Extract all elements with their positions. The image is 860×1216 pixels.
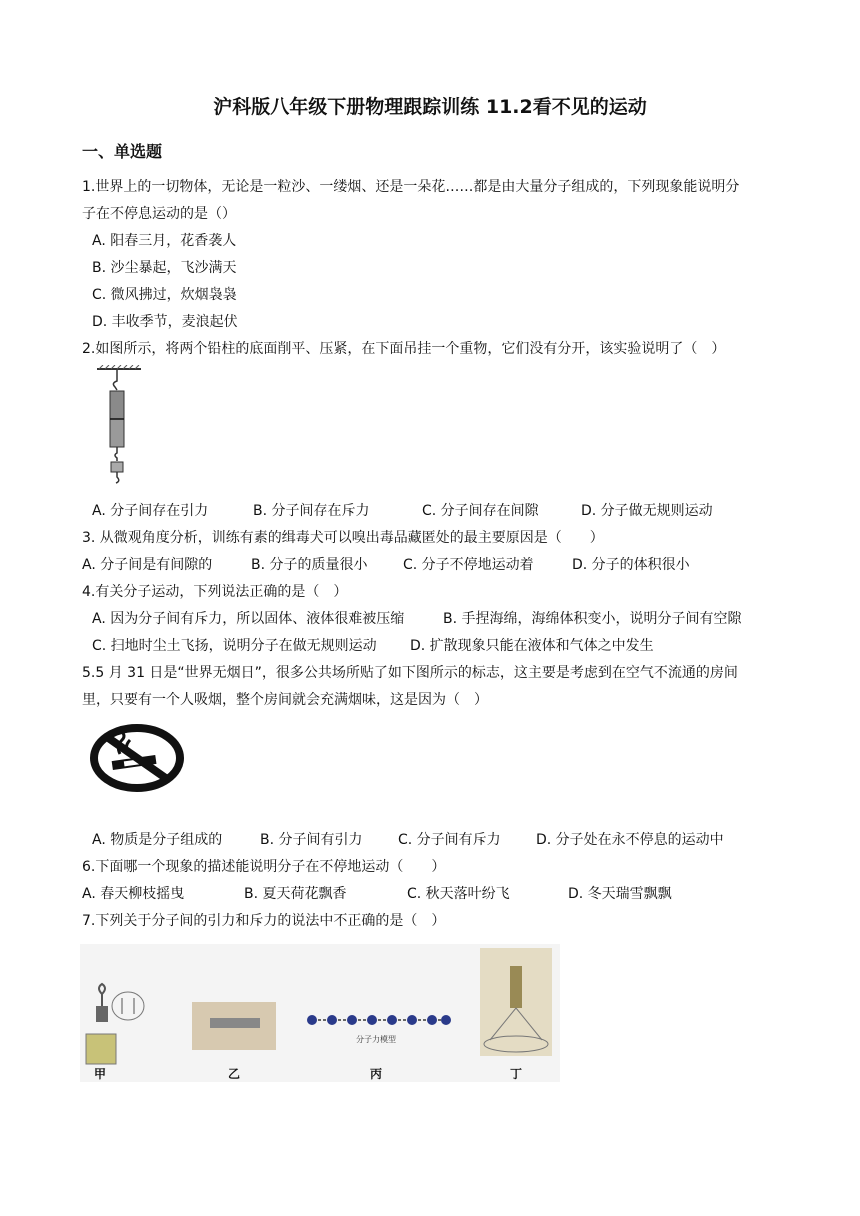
- question-5-line-2: 里，只要有一个人吸烟，整个房间就会充满烟味，这是因为（ ）: [82, 692, 488, 708]
- question-6: 6.下面哪一个现象的描述能说明分子在不停地运动（ ）: [82, 859, 446, 875]
- q5-option-b: B. 分子间有引力: [260, 832, 363, 848]
- q2-option-d: D. 分子做无规则运动: [581, 503, 713, 519]
- q6-option-b: B. 夏天荷花飘香: [244, 886, 347, 902]
- q5-option-a: A. 物质是分子组成的: [92, 832, 223, 848]
- q1-option-c: C. 微风拂过，炊烟袅袅: [92, 287, 237, 303]
- q6-option-a: A. 春天柳枝摇曳: [82, 886, 185, 902]
- model-caption: 分子力模型: [356, 1035, 396, 1044]
- page-title: 沪科版八年级下册物理跟踪训练 11.2看不见的运动: [213, 96, 647, 118]
- q4-option-a: A. 因为分子间有斥力，所以固体、液体很难被压缩: [92, 611, 405, 627]
- q4-option-c: C. 扫地时尘土飞扬，说明分子在做无规则运动: [92, 638, 377, 654]
- figure-label-ding: 丁: [510, 1067, 523, 1081]
- q2-option-c: C. 分子间存在间隙: [422, 503, 539, 519]
- q1-option-b: B. 沙尘暴起，飞沙满天: [92, 260, 237, 276]
- q3-option-a: A. 分子间是有间隙的: [82, 557, 213, 573]
- q4-option-d: D. 扩散现象只能在液体和气体之中发生: [410, 638, 654, 654]
- q2-option-a: A. 分子间存在引力: [92, 503, 209, 519]
- question-5-line-1: 5.5 月 31 日是“世界无烟日”，很多公共场所贴了如下图所示的标志，这主要是考虑到在空气不流通的房间: [82, 665, 738, 681]
- q6-option-c: C. 秋天落叶纷飞: [407, 886, 510, 902]
- question-1-line-2: 子在不停息运动的是（）: [82, 206, 236, 222]
- question-3: 3. 从微观角度分析，训练有素的缉毒犬可以嗅出毒品藏匿处的最主要原因是（ ）: [82, 530, 604, 546]
- q1-option-a: A. 阳春三月，花香袭人: [92, 233, 237, 249]
- q3-option-d: D. 分子的体积很小: [572, 557, 690, 573]
- q5-option-d: D. 分子处在永不停息的运动中: [536, 832, 724, 848]
- section-heading: 一、单选题: [82, 142, 163, 161]
- q4-option-b: B. 手捏海绵，海绵体积变小，说明分子间有空隙: [443, 611, 742, 627]
- figure-label-yi: 乙: [228, 1067, 241, 1081]
- q6-option-d: D. 冬天瑞雪飘飘: [568, 886, 672, 902]
- q5-option-c: C. 分子间有斥力: [398, 832, 501, 848]
- figure-label-jia: 甲: [94, 1067, 107, 1081]
- q3-option-b: B. 分子的质量很小: [251, 557, 368, 573]
- molecular-force-experiments-figure: [80, 944, 560, 1082]
- lead-cylinders-figure: [95, 365, 145, 491]
- no-smoking-sign: [90, 724, 184, 792]
- question-1-line-1: 1.世界上的一切物体，无论是一粒沙、一缕烟、还是一朵花……都是由大量分子组成的，下列现象能说明分: [82, 179, 740, 195]
- q2-option-b: B. 分子间存在斥力: [253, 503, 370, 519]
- question-2: 2.如图所示，将两个铅柱的底面削平、压紧，在下面吊挂一个重物，它们没有分开，该实验说明了（ ）: [82, 341, 726, 357]
- figure-label-bing: 丙: [370, 1067, 383, 1081]
- question-4: 4.有关分子运动，下列说法正确的是（ ）: [82, 584, 348, 600]
- question-7: 7.下列关于分子间的引力和斥力的说法中不正确的是（ ）: [82, 913, 446, 929]
- q3-option-c: C. 分子不停地运动着: [403, 557, 534, 573]
- q1-option-d: D. 丰收季节，麦浪起伏: [92, 314, 238, 330]
